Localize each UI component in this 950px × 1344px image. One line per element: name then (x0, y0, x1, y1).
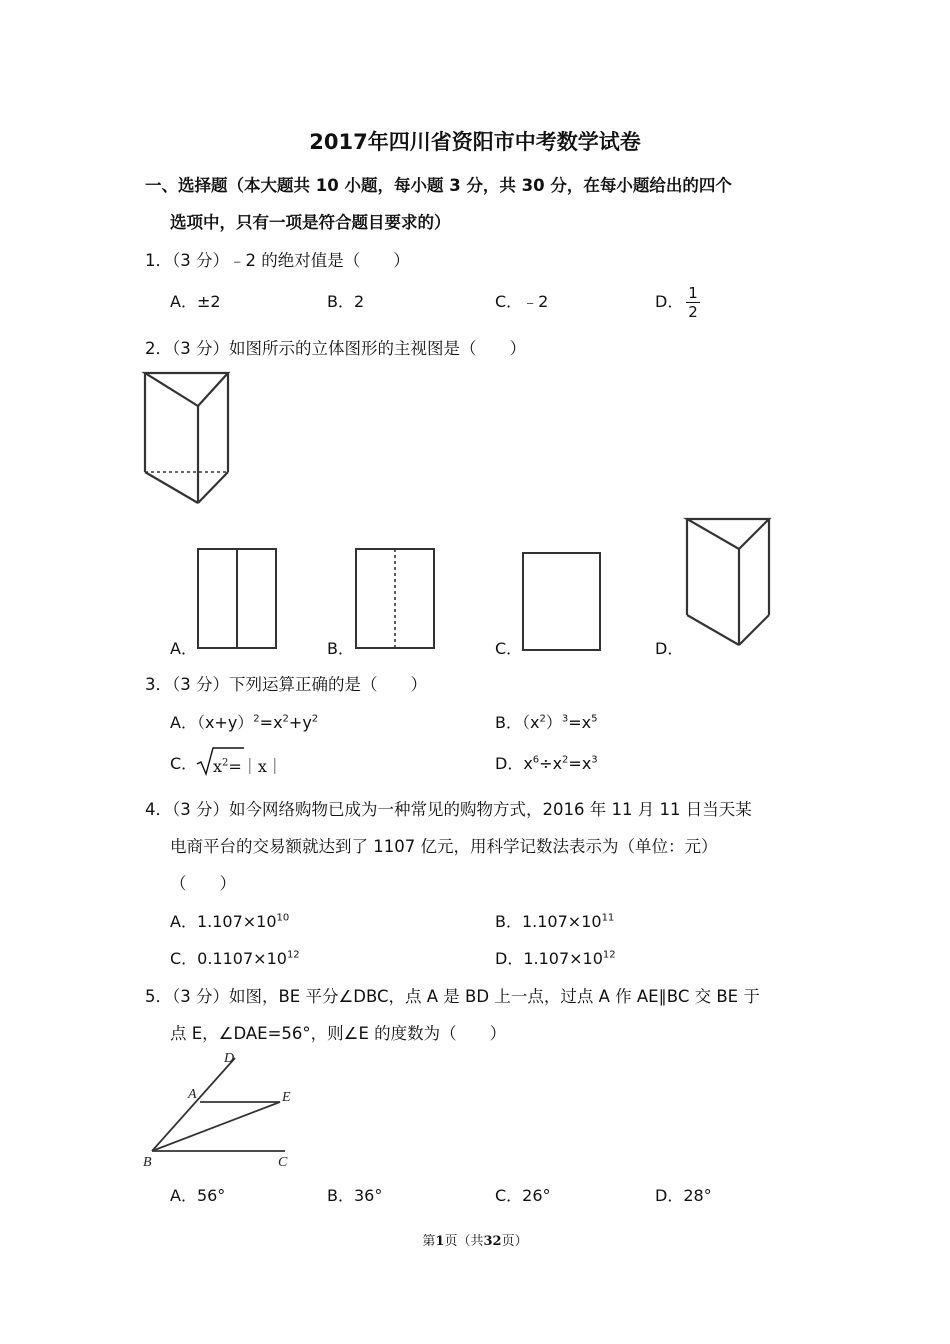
exponent: 2 (562, 754, 569, 766)
q2-option-b-figure (355, 548, 437, 650)
q4-line3: （ ） (170, 874, 236, 893)
q3-option-c-label: C． (170, 754, 198, 773)
footer-text: 页） (501, 1234, 528, 1249)
text: B．（x (495, 713, 540, 732)
q5-line1: 5．（3 分）如图，BE 平分∠DBC，点 A 是 BD 上一点，过点 A 作 AE∥BC 交 BE 于 (145, 987, 760, 1006)
text: =｜x｜ (228, 757, 283, 776)
q2-option-a: A． (170, 639, 197, 658)
point-label-c: C (278, 1155, 288, 1170)
q2-option-d-figure (683, 515, 775, 651)
page-title: 2017年四川省资阳市中考数学试卷 (309, 130, 641, 154)
exponent: 2 (539, 713, 546, 725)
total-pages: 32 (483, 1234, 502, 1249)
q3-option-d (495, 751, 598, 774)
page-footer (0, 1230, 950, 1249)
text: ÷x (539, 754, 563, 773)
q1-option-c: C．﹣2 (495, 292, 549, 311)
exponent: 6 (532, 754, 540, 766)
text: C．0.1107×10 (170, 949, 287, 968)
exponent: 5 (591, 713, 598, 725)
exponent: 12 (286, 949, 300, 961)
q2-option-c: C． (495, 639, 523, 658)
q1-option-a: A．±2 (170, 292, 221, 311)
fraction-denominator: 2 (688, 303, 698, 321)
exponent: 2 (282, 713, 289, 725)
text: A．1.107×10 (170, 912, 277, 931)
q1-option-d-label: D． (655, 292, 684, 311)
q3-stem: 3．（3 分）下列运算正确的是（ ） (145, 675, 427, 694)
q3-option-b (495, 710, 597, 733)
text: +y (288, 713, 312, 732)
q2-option-d: D． (655, 639, 684, 658)
q2-option-c-figure (522, 552, 604, 652)
q4-option-b (495, 909, 614, 932)
q2-option-a-figure (197, 548, 279, 650)
q5-option-a: A．56° (170, 1186, 226, 1205)
q4-option-d (495, 946, 616, 969)
section-heading-line2: 选项中，只有一项是符合题目要求的） (170, 213, 451, 232)
q5-option-b: B．36° (327, 1186, 383, 1205)
q5-option-d: D．28° (655, 1186, 712, 1205)
exponent: 2 (253, 713, 260, 725)
q1-option-b: B．2 (327, 292, 365, 311)
section-heading-line1: 一、选择题（本大题共 10 小题，每小题 3 分，共 30 分，在每小题给出的四个 (145, 176, 732, 195)
q2-option-b: B． (327, 639, 354, 658)
q4-option-c (170, 946, 300, 969)
q2-stem: 2．（3 分）如图所示的立体图形的主视图是（ ） (145, 339, 526, 358)
text: D．1.107×10 (495, 949, 603, 968)
text: =x (568, 754, 592, 773)
fraction-numerator: 1 (688, 284, 698, 302)
exponent: 3 (561, 713, 569, 725)
point-label-b: B (143, 1155, 152, 1170)
q1-stem: 1．（3 分）﹣2 的绝对值是（ ） (145, 251, 410, 270)
text: D．x (495, 754, 533, 773)
exponent: 2 (311, 713, 319, 725)
exponent: 10 (276, 912, 290, 924)
footer-text: 页（共 (444, 1234, 484, 1249)
exponent: 3 (591, 754, 598, 766)
q2-prism-figure (140, 368, 235, 508)
q3-option-c-expression (213, 754, 283, 777)
text: =x (568, 713, 592, 732)
point-label-d: D (224, 1051, 235, 1066)
q4-option-a (170, 909, 289, 932)
text: x (213, 757, 223, 776)
text: B．1.107×10 (495, 912, 602, 931)
page-number: 1 (435, 1234, 445, 1249)
exponent: 11 (601, 912, 615, 924)
q4-line1: 4．（3 分）如今网络购物已成为一种常见的购物方式，2016 年 11 月 11 日当天某 (145, 800, 752, 819)
text: A．（x+y） (170, 713, 254, 732)
point-label-a: A (188, 1087, 197, 1102)
point-label-e: E (282, 1090, 291, 1105)
exponent: 2 (222, 757, 229, 769)
text: =x (259, 713, 283, 732)
text: ） (545, 713, 562, 732)
q1-option-d-fraction (685, 284, 701, 321)
q5-line2: 点 E，∠DAE=56°，则∠E 的度数为（ ） (170, 1024, 507, 1043)
q4-line2: 电商平台的交易额就达到了 1107 亿元，用科学记数法表示为（单位：元） (170, 837, 718, 856)
q5-option-c: C．26° (495, 1186, 551, 1205)
footer-text: 第 (422, 1234, 436, 1249)
q3-option-a (170, 710, 318, 733)
q5-geometry-figure (140, 1048, 310, 1173)
exponent: 12 (602, 949, 616, 961)
